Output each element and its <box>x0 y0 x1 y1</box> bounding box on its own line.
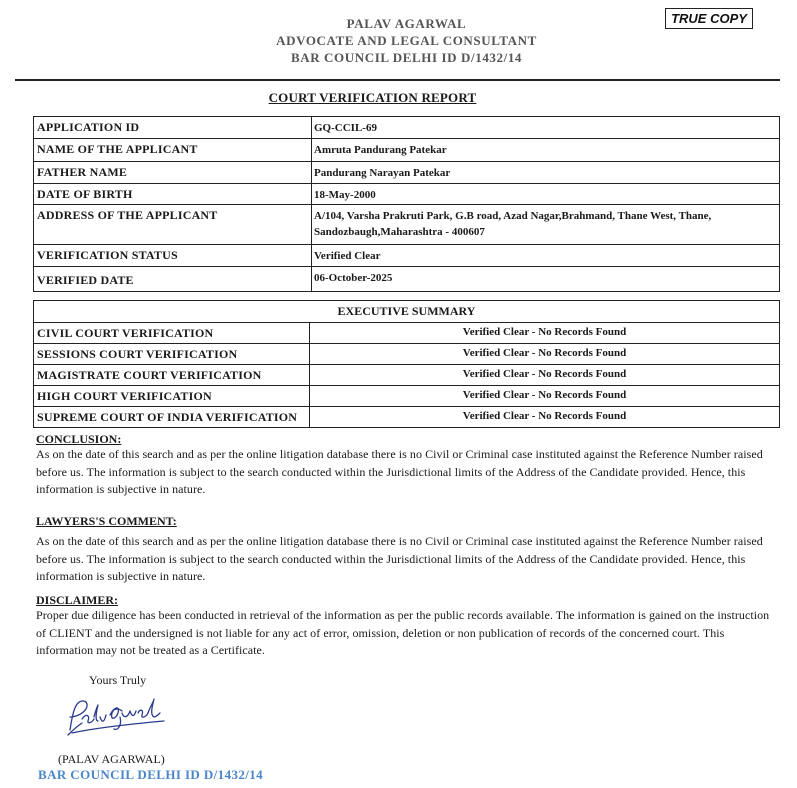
executive-summary-table <box>33 300 780 428</box>
table-row <box>34 205 780 245</box>
lawyers-comment-section <box>36 514 776 586</box>
conclusion-text: As on the date of this search and as per the online litigation database there is no Civil or Criminal case instituted against the Reference Number raised before us. The information is subject to the search conducted within the Jurisdictional limits of the Address of the Candidate provided. Hence, this information is subjective in nature. <box>36 447 763 496</box>
lawyers-comment-text: As on the date of this search and as per the online litigation database there is no Civil or Criminal case instituted against the Reference Number raised before us. The information is subject to the search conducted within the Jurisdictional limits of the Address of the Candidate provided. Hence, this information is subjective in nature. <box>36 534 763 583</box>
application-id-label: APPLICATION ID <box>34 117 312 139</box>
table-row <box>34 267 780 292</box>
executive-summary-heading: EXECUTIVE SUMMARY <box>34 301 780 323</box>
civil-court-label: CIVIL COURT VERIFICATION <box>34 323 310 344</box>
civil-court-value: Verified Clear - No Records Found <box>310 323 780 344</box>
conclusion-section <box>36 432 776 499</box>
letterhead-title: ADVOCATE AND LEGAL CONSULTANT <box>276 33 537 48</box>
signatory-name: (PALAV AGARWAL) <box>58 752 165 766</box>
table-row <box>34 407 780 428</box>
magistrate-court-label: MAGISTRATE COURT VERIFICATION <box>34 365 310 386</box>
disclaimer-text: Proper due diligence has been conducted in retrieval of the information as per the public records available. The information is gained on the instruction of CLIENT and the undersigned is not liable for any act of error, omission, deletion or non publication of records of the concerned court. This information may not be treated as a Certificate. <box>36 608 770 657</box>
verification-status-label: VERIFICATION STATUS <box>34 245 312 267</box>
conclusion-heading: CONCLUSION: <box>36 432 122 446</box>
table-row <box>34 184 780 205</box>
sessions-court-label: SESSIONS COURT VERIFICATION <box>34 344 310 365</box>
header-divider <box>15 79 780 81</box>
verified-date-value: 06-October-2025 <box>312 267 780 292</box>
signature-image <box>60 695 170 739</box>
table-row <box>34 323 780 344</box>
true-copy-stamp: TRUE COPY <box>665 8 753 29</box>
verification-status-value: Verified Clear <box>312 245 780 267</box>
disclaimer-heading: DISCLAIMER: <box>36 593 119 607</box>
table-row <box>34 365 780 386</box>
lawyers-comment-heading: LAWYERS'S COMMENT: <box>36 514 177 528</box>
supreme-court-label: SUPREME COURT OF INDIA VERIFICATION <box>34 407 310 428</box>
magistrate-court-value: Verified Clear - No Records Found <box>310 365 780 386</box>
closing-salutation: Yours Truly <box>89 673 147 687</box>
disclaimer-section <box>36 593 776 660</box>
table-row <box>34 162 780 184</box>
father-name-value: Pandurang Narayan Patekar <box>312 162 780 184</box>
signatory-bar-id: BAR COUNCIL DELHI ID D/1432/14 <box>38 767 264 782</box>
high-court-label: HIGH COURT VERIFICATION <box>34 386 310 407</box>
applicant-details-table <box>33 116 780 292</box>
applicant-name-label: NAME OF THE APPLICANT <box>34 139 312 162</box>
letterhead-name: PALAV AGARWAL <box>346 16 467 31</box>
supreme-court-value: Verified Clear - No Records Found <box>310 407 780 428</box>
table-row <box>34 139 780 162</box>
father-name-label: FATHER NAME <box>34 162 312 184</box>
applicant-name-value: Amruta Pandurang Patekar <box>312 139 780 162</box>
table-row <box>34 301 780 323</box>
letterhead-bar-id: BAR COUNCIL DELHI ID D/1432/14 <box>290 50 523 65</box>
address-label: ADDRESS OF THE APPLICANT <box>34 205 312 245</box>
table-row <box>34 386 780 407</box>
dob-label: DATE OF BIRTH <box>34 184 312 205</box>
table-row <box>34 344 780 365</box>
application-id-value: GQ-CCIL-69 <box>312 117 780 139</box>
table-row <box>34 117 780 139</box>
high-court-value: Verified Clear - No Records Found <box>310 386 780 407</box>
dob-value: 18-May-2000 <box>312 184 780 205</box>
address-value: A/104, Varsha Prakruti Park, G.B road, Azad Nagar,Brahmand, Thane West, Thane, Sandozbaugh,Maharashtra - 400607 <box>312 205 780 245</box>
verified-date-label: VERIFIED DATE <box>34 267 312 292</box>
table-row <box>34 245 780 267</box>
report-title: COURT VERIFICATION REPORT <box>268 90 477 105</box>
sessions-court-value: Verified Clear - No Records Found <box>310 344 780 365</box>
letterhead <box>0 15 797 66</box>
